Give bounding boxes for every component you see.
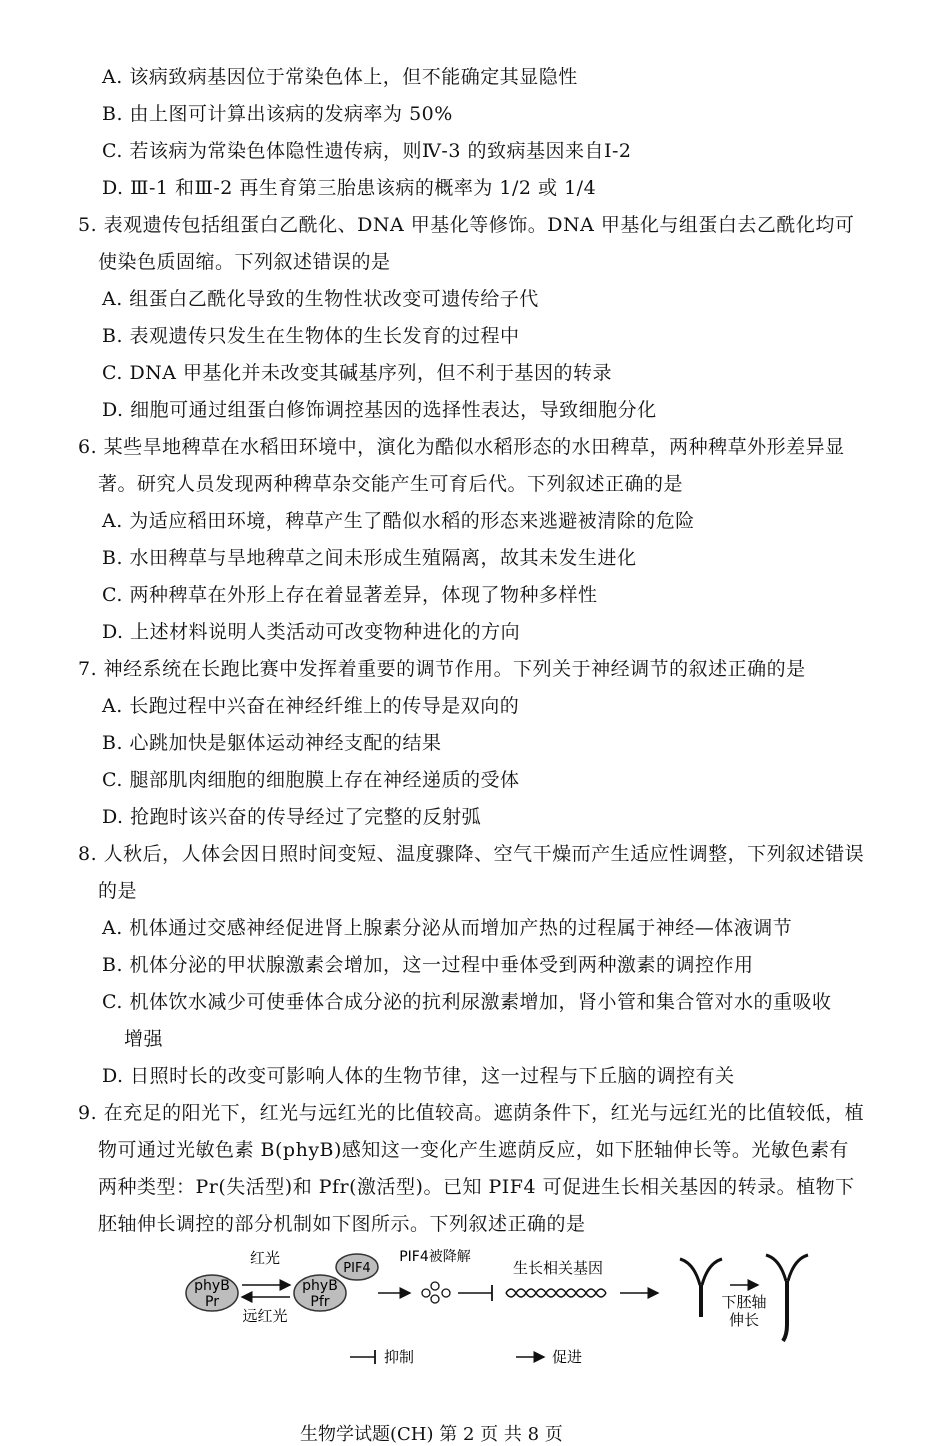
q7-option-a: A. 长跑过程中兴奋在神经纤维上的传导是双向的 [102,695,520,717]
dna-helix-strand [506,1289,606,1297]
q5-stem-line2: 使染色质固缩。下列叙述错误的是 [98,251,391,273]
hypocotyl-label-line1: 下胚轴 [721,1293,767,1311]
q4-option-a: A. 该病致病基因位于常染色体上，但不能确定其显隐性 [102,66,578,88]
seedling-leaf-left [680,1259,700,1285]
q9-stem-line4: 胚轴伸长调控的部分机制如下图所示。下列叙述正确的是 [98,1213,586,1235]
q6-stem-line2: 著。研究人员发现两种稗草杂交能产生可育后代。下列叙述正确的是 [98,473,684,495]
q5-option-b: B. 表观遗传只发生在生物体的生长发育的过程中 [102,325,520,347]
q9-stem-line1: 9. 在充足的阳光下，红光与远红光的比值较高。遮荫条件下，红光与远红光的比值较低，植 [78,1102,865,1124]
q8-option-b: B. 机体分泌的甲状腺激素会增加，这一过程中垂体受到两种激素的调控作用 [102,954,754,976]
fragment-circle [431,1282,439,1290]
fragment-circle [442,1289,450,1297]
q8-stem-line2: 的是 [98,880,138,902]
q9-stem-line2: 物可通过光敏色素 B(phyB)感知这一变化产生遮荫反应，如下胚轴伸长等。光敏色素有 [98,1139,849,1161]
q5-option-d: D. 细胞可通过组蛋白修饰调控基因的选择性表达，导致细胞分化 [102,399,657,421]
phyb-pfr-bottom-label: Pfr [310,1294,330,1310]
q7-option-d: D. 抢跑时该兴奋的传导经过了完整的反射弧 [102,806,482,828]
q8-option-a: A. 机体通过交感神经促进肾上腺素分泌从而增加产热的过程属于神经—体液调节 [102,917,793,939]
hypocotyl-label-line2: 伸长 [728,1311,760,1329]
phyb-pr-top-label: phyB [194,1278,230,1294]
q4-option-d: D. Ⅲ-1 和Ⅲ-2 再生育第三胎患该病的概率为 1/2 或 1/4 [102,177,597,199]
legend-inhibit-label: 抑制 [384,1348,415,1366]
seedling-tall-leaf-right [788,1255,808,1281]
pif4-label: PIF4 [343,1261,371,1276]
q5-option-c: C. DNA 甲基化并未改变其碱基序列，但不利于基因的转录 [102,362,613,384]
seedling-tall-stem [783,1281,787,1341]
phyb-pfr-top-label: phyB [302,1278,338,1294]
q8-option-c: C. 机体饮水减少可使垂体合成分泌的抗利尿激素增加，肾小管和集合管对水的重吸收 [102,991,832,1013]
pif4-degraded-label: PIF4被降解 [399,1249,471,1265]
q4-option-c: C. 若该病为常染色体隐性遗传病，则Ⅳ-3 的致病基因来自Ⅰ-2 [102,140,632,162]
q7-option-c: C. 腿部肌肉细胞的细胞膜上存在神经递质的受体 [102,769,520,791]
seedling-tall-leaf-left [766,1255,786,1281]
q6-option-c: C. 两种稗草在外形上存在着显著差异，体现了物种多样性 [102,584,598,606]
red-light-label: 红光 [249,1249,281,1267]
q9-stem-line3: 两种类型：Pr(失活型)和 Pfr(激活型)。已知 PIF4 可促进生长相关基因的转录。植物下 [98,1176,855,1198]
q8-stem-line1: 8. 人秋后，人体会因日照时间变短、温度骤降、空气干燥而产生适应性调整，下列叙述错误 [78,843,865,865]
growth-genes-label: 生长相关基因 [512,1259,604,1277]
q6-option-d: D. 上述材料说明人类活动可改变物种进化的方向 [102,621,521,643]
q6-option-a: A. 为适应稻田环境，稗草产生了酷似水稻的形态来逃避被清除的危险 [102,510,695,532]
fragment-circle [431,1295,439,1303]
far-red-light-label: 远红光 [242,1307,288,1325]
q6-option-b: B. 水田稗草与旱地稗草之间未形成生殖隔离，故其未发生进化 [102,547,637,569]
phyb-pr-bottom-label: Pr [205,1294,219,1310]
mechanism-diagram [170,1245,810,1385]
legend-promote-label: 促进 [552,1348,583,1366]
q8-option-d: D. 日照时长的改变可影响人体的生物节律，这一过程与下丘脑的调控有关 [102,1065,735,1087]
q5-stem-line1: 5. 表观遗传包括组蛋白乙酰化、DNA 甲基化等修饰。DNA 甲基化与组蛋白去乙酰化均可 [78,214,855,236]
q5-option-a: A. 组蛋白乙酰化导致的生物性状改变可遗传给子代 [102,288,539,310]
q7-stem-line1: 7. 神经系统在长跑比赛中发挥着重要的调节作用。下列关于神经调节的叙述正确的是 [78,658,806,680]
q4-option-b: B. 由上图可计算出该病的发病率为 50% [102,103,453,125]
q7-option-b: B. 心跳加快是躯体运动神经支配的结果 [102,732,442,754]
page-footer: 生物学试题(CH) 第 2 页 共 8 页 [300,1424,563,1445]
fragment-circle [422,1289,430,1297]
q8-option-c-cont: 增强 [124,1028,164,1050]
q6-stem-line1: 6. 某些旱地稗草在水稻田环境中，演化为酷似水稻形态的水田稗草，两种稗草外形差异显 [78,436,845,458]
seedling-leaf-right [702,1259,722,1285]
